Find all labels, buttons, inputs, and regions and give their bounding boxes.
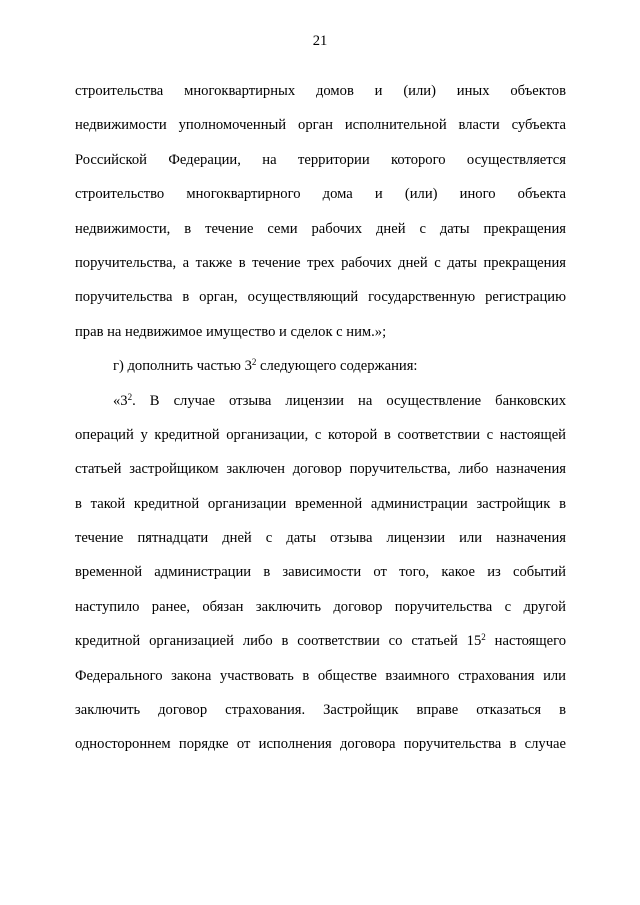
text-line: одностороннем порядке от исполнения договора поручительства в случае <box>75 736 566 753</box>
text-line: временной администрации в зависимости от того, какое из событий <box>75 564 566 581</box>
text-line-with-superscript <box>75 624 566 658</box>
text-fragment: следующего содержания: <box>256 358 418 375</box>
superscript: 2 <box>127 391 133 402</box>
text-line: операций у кредитной организации, с которой в соответствии с настоящей <box>75 426 566 443</box>
text-fragment: . В случае отзыва лицензии на осуществление банковских <box>132 392 566 409</box>
text-line: статьей застройщиком заключен договор поручительства, либо назначения <box>75 461 566 478</box>
text-line: строительство многоквартирного дома и (или) иного объекта <box>75 186 566 203</box>
subitem-g-line <box>75 349 566 383</box>
text-fragment: кредитной организацией либо в соответствии со статьей 15 <box>75 633 482 650</box>
superscript: 2 <box>481 632 486 643</box>
text-line: поручительства в орган, осуществляющий государственную регистрацию <box>75 289 566 306</box>
text-fragment: «3 <box>113 392 128 409</box>
text-line: недвижимости уполномоченный орган исполнительной власти субъекта <box>75 117 566 134</box>
page-number: 21 <box>312 33 328 49</box>
superscript: 2 <box>251 357 257 368</box>
text-line: Российской Федерации, на территории которого осуществляется <box>75 151 566 168</box>
body-text <box>75 74 566 762</box>
paragraph-start-line <box>75 384 566 418</box>
text-line: Федерального закона участвовать в обществе взаимного страхования или <box>75 667 566 684</box>
text-line: поручительства, а также в течение трех рабочих дней с даты прекращения <box>75 254 566 271</box>
text-line: заключить договор страхования. Застройщик вправе отказаться в <box>75 702 566 719</box>
text-fragment: настоящего <box>485 633 566 650</box>
text-line: строительства многоквартирных домов и (или) иных объектов <box>75 83 566 99</box>
text-line: наступило ранее, обязан заключить договор поручительства с другой <box>75 598 566 615</box>
text-line: в такой кредитной организации временной администрации застройщик в <box>75 495 566 512</box>
text-line: недвижимости, в течение семи рабочих дней с даты прекращения <box>75 220 566 237</box>
text-line: течение пятнадцати дней с даты отзыва лицензии или назначения <box>75 530 566 547</box>
text-line: прав на недвижимое имущество и сделок с ним.»; <box>75 323 387 340</box>
text-fragment: г) дополнить частью 3 <box>113 358 252 375</box>
